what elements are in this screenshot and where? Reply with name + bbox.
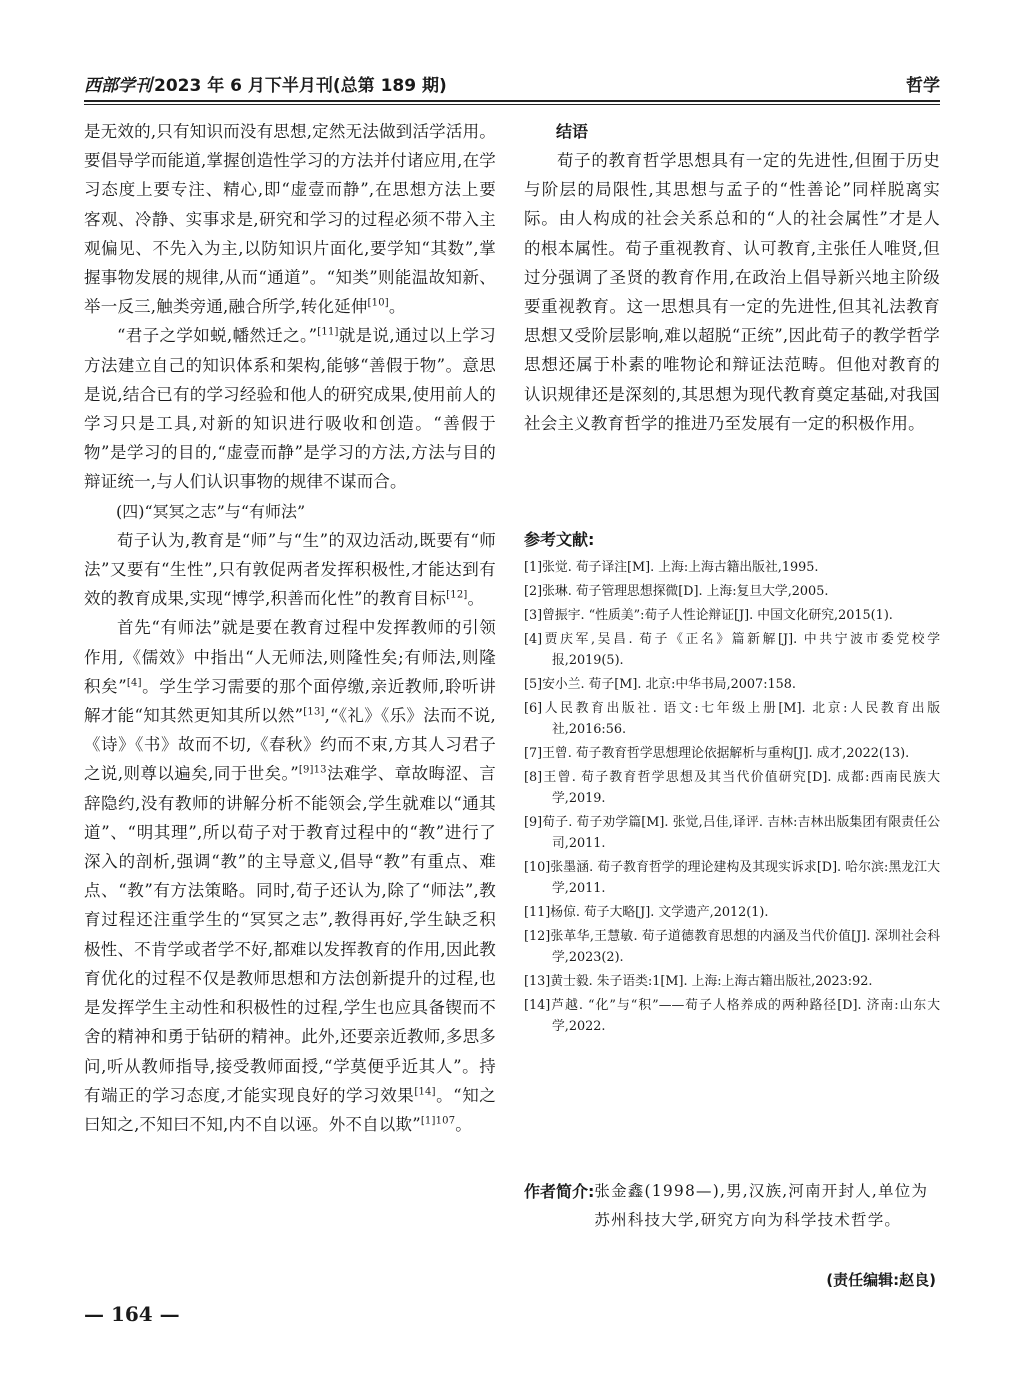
reference-item: [6]人民教育出版社. 语文:七年级上册[M]. 北京:人民教育出版社,2016:56. — [524, 701, 940, 737]
text: 荀子认为,教育是“师”与“生”的双边活动,既要有“师法”又要有“生性”,只有敦促两者发挥积极性,才能达到有效的教育成果,实现“博学,积善而化性”的教育目标 — [84, 530, 496, 609]
text: 。学生学习需要的那个面停缴,亲近教师,聆听讲解才能“知其然更知其所以然” — [84, 676, 497, 726]
author-bio — [524, 1177, 940, 1235]
reference-item: [8]王曾. 荀子教育哲学思想及其当代价值研究[D]. 成都:西南民族大学,2019. — [524, 770, 940, 806]
text: 。 — [388, 297, 406, 317]
reference-item: [13]黄士毅. 朱子语类:1[M]. 上海:上海古籍出版社,2023:92. — [524, 974, 873, 989]
text: “君子之学如蜕,幡然迁之。” — [117, 326, 318, 346]
text: 是无效的,只有知识而没有思想,定然无法做到活学活用。要倡导学而能道,掌握创造性学习的方法并付诸应用,在学习态度上要专注、精心,即“虚壹而静”,在思想方法上要客观、冷静、实事求是,研究和学习的过程必须不带入主观偏见、不先入为主,以防知识片面化,要学知“其数”,掌握事物发展的规律,从而“通道”。“知类”则能温故知新、举一反三,触类旁通,融合所学,转化延伸 — [84, 122, 496, 317]
citation: [12] — [446, 589, 468, 601]
left-column — [84, 117, 496, 1139]
text: 。“知之曰知之,不知曰不知,内不自以诬。外不自以欺” — [84, 1085, 496, 1134]
reference-item: [9]荀子. 荀子劝学篇[M]. 张觉,吕佳,译评. 吉林:吉林出版集团有限责任公司,2011. — [524, 815, 940, 851]
reference-item: [2]张琳. 荀子管理思想探微[D]. 上海:复旦大学,2005. — [524, 584, 829, 599]
text: 首先“有师法”就是要在教育过程中发挥教师的引领作用,《儒效》中指出“人无师法,则隆性矣;有师法,则隆积矣” — [84, 618, 496, 696]
text: 法难学、章故晦涩、言辞隐约,没有教师的讲解分析不能领会,学生就难以“通其道”、“明其理”,所以荀子对于教育过程中的“教”进行了深入的剖析,强调“教”的主导意义,倡导“教”有重点、难点、“教”有方法策略。同时,荀子还认为,除了“师法”,教育过程还注重学生的“冥冥之志”,教得再好,学生缺乏积极性、不肯学或者学不好,都难以发挥教育的作用,因此教育优化的过程不仅是教师思想和方法创新提升的过程,也是发挥学生主动性和积极性的过程,学生也应具备锲而不舍的精神和勇于钻研的精神。此外,还要亲近教师,多思多问,听从教师指导,接受教师面授,“学莫便乎近其人”。持有端正的学习态度,才能实现良好的学习效果 — [84, 764, 496, 1105]
text: 。 — [455, 1114, 472, 1134]
reference-item: [11]杨倞. 荀子大略[J]. 文学遗产,2012(1). — [524, 905, 769, 920]
author-text: 张金鑫(1998—),男,汉族,河南开封人,单位为苏州科技大学,研究方向为科学技术哲学。 — [594, 1182, 929, 1229]
reference-item: [10]张墨涵. 荀子教育哲学的理论建构及其现实诉求[D]. 哈尔滨:黑龙江大学,2011. — [524, 860, 940, 896]
conclusion-paragraph: 荀子的教育哲学思想具有一定的先进性,但囿于历史与阶层的局限性,其思想与孟子的“性善论”同样脱离实际。由人构成的社会关系总和的“人的社会属性”才是人的根本属性。荀子重视教育、认可教育,主张任人唯贤,但过分强调了圣贤的教育作用,在政治上倡导新兴地主阶级要重视教育。这一思想具有一定的先进性,但其礼法教育思想又受阶层影响,难以超脱“正统”,因此荀子的教学哲学思想还属于朴素的唯物论和辩证法范畴。但他对教育的认识规律还是深刻的,其思想为现代教育奠定基础,对我国社会主义教育哲学的推进乃至发展有一定的积极作用。 — [524, 151, 940, 433]
right-column — [524, 117, 940, 1297]
text: 。 — [467, 589, 485, 609]
author-block — [524, 1177, 940, 1235]
paragraph — [84, 117, 496, 321]
subheading: (四)“冥冥之志”与“有师法” — [116, 501, 306, 521]
issue-info: 2023 年 6 月下半月刊(总第 189 期) — [154, 76, 447, 96]
running-header — [84, 74, 940, 96]
conclusion-title: 结语 — [556, 122, 589, 141]
reference-item: [5]安小兰. 荀子[M]. 北京:中华书局,2007:158. — [524, 677, 797, 692]
references-title: 参考文献: — [524, 530, 595, 549]
reference-item: [3]曾振宇. “性质美”:荀子人性论辩证[J]. 中国文化研究,2015(1). — [524, 608, 893, 623]
paragraph — [84, 613, 496, 1139]
reference-item: [12]张革华,王慧敏. 荀子道德教育思想的内涵及当代价值[J]. 深圳社会科学,2023(2). — [524, 929, 940, 965]
author-label: 作者简介: — [524, 1182, 595, 1201]
responsible-editor: (责任编辑:赵良) — [826, 1271, 936, 1289]
header-rule — [84, 100, 940, 102]
reference-list — [524, 557, 940, 1040]
page-number: — 164 — — [84, 1302, 180, 1326]
reference-item: [7]王曾. 荀子教育哲学思想理论依据解析与重构[J]. 成才,2022(13). — [524, 746, 910, 761]
citation: [14] — [414, 1086, 436, 1098]
citation: [10] — [367, 297, 389, 309]
section-name: 哲学 — [906, 76, 940, 96]
paragraph — [84, 526, 496, 614]
journal-logo: 西部学刊 — [84, 76, 152, 96]
header-left — [84, 71, 447, 96]
reference-item: [14]芦越. “化”与“积”——荀子人格养成的两种路径[D]. 济南:山东大学,2022. — [524, 998, 940, 1034]
header-rule-thin — [84, 104, 940, 105]
citation: [4] — [126, 677, 142, 689]
citation: [11] — [317, 326, 339, 338]
text: ,“《礼》《乐》法而不说,《诗》《书》故而不切,《春秋》约而不束,方其人习君子之说,则尊以遍矣,同于世矣。” — [84, 706, 496, 784]
text: 就是说,通过以上学习方法建立自己的知识体系和架构,能够“善假于物”。意思是说,结合已有的学习经验和他人的研究成果,使用前人的学习只是工具,对新的知识进行吸收和创造。“善假于物”是学习的目的,“虚壹而静”是学习的方法,方法与目的辩证统一,与人们认识事物的规律不谋而合。 — [84, 326, 497, 492]
paragraph — [84, 321, 496, 496]
citation: [9]13 — [298, 764, 327, 776]
reference-item: [4]贾庆军,吴昌. 荀子《正名》篇新解[J]. 中共宁波市委党校学报,2019(5). — [524, 632, 940, 668]
reference-item: [1]张觉. 荀子译注[M]. 上海:上海古籍出版社,1995. — [524, 560, 819, 575]
citation: [13] — [303, 706, 325, 718]
citation: [1]107 — [420, 1115, 456, 1127]
